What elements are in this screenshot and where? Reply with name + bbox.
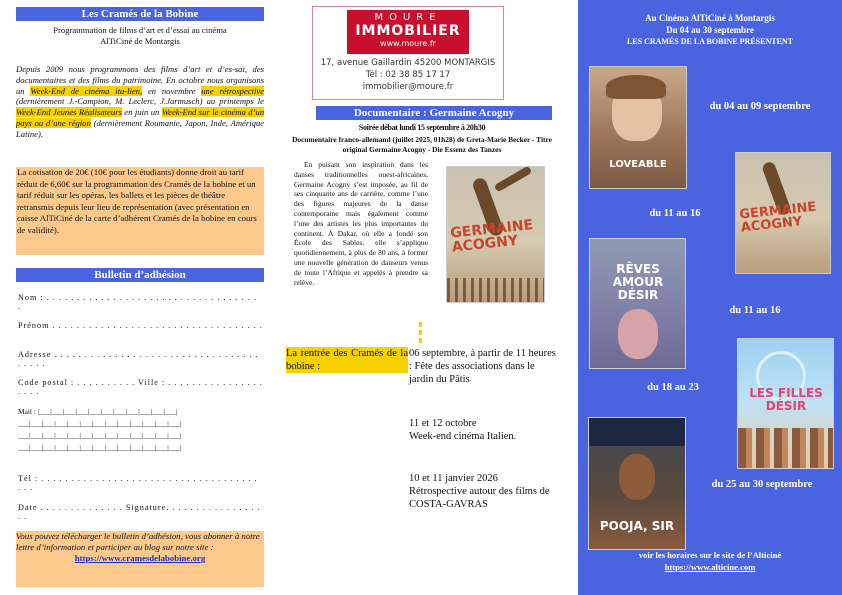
- mail-field[interactable]: [18, 406, 263, 454]
- panel-footer: [578, 549, 842, 573]
- rentree-label: La rentrée des Cramés de la bobine :: [286, 348, 408, 372]
- doc-meta: Documentaire franco-allemand (juillet 2025, 01h28) de Greta-Marie Becker - Titre original Germaine Acogny - Die Essenz des Tanzes: [292, 135, 552, 154]
- doc-body: En puisant son inspiration dans les danses traditionnelles ouest-africaines, Germaine Acogny s’est imposée, au fil de ses cinquante ans de carrière, comme l’une des figures majeures de la danse contemporaine mais également comme l’une des artistes les plus importantes du continent. À Dakar, où elle a fondé son École des Sables, elle s’applique quotidiennement, à plus de 80 ans, à former une nouvelle génération de danseurs venus de toute l’Afrique et appelés à prendre sa relève.: [294, 160, 428, 287]
- intro-highlight-2: une rétrospective: [201, 85, 264, 96]
- panel-header-line2: Du 04 au 30 septembre: [666, 24, 754, 35]
- intro-highlight-3: Week-End Jeunes Réalisateurs: [16, 107, 122, 118]
- poster-filles[interactable]: [737, 338, 834, 469]
- left-title: Les Cramés de la Bobine: [16, 7, 264, 21]
- ad-email: immobilier@moure.fr: [362, 82, 454, 92]
- ad-tel: Tél : 02 38 85 17 17: [365, 70, 451, 80]
- intro-highlight-1: Week-End de cinéma ita-lien,: [30, 85, 143, 96]
- alticine-link[interactable]: https://www.alticine.com: [664, 562, 756, 572]
- codepostal-field[interactable]: Code postal : . . . . . . . . . . Ville : . . . . . . . . . . . . . . . . . . . .: [18, 378, 263, 396]
- intro-text: (dernièrement J.-Campion, M. Leclerc, J.Jarmusch) au printemps le: [16, 96, 264, 107]
- event-3: [409, 472, 557, 511]
- ad-brand: IMMOBILIER: [355, 23, 461, 39]
- poster-pooja[interactable]: [588, 417, 686, 550]
- prenom-field[interactable]: Prénom . . . . . . . . . . . . . . . . . . . . . . . . . . . . . . . . . . .: [18, 321, 263, 330]
- event-2: [409, 417, 557, 443]
- event-3-desc: Rétrospective autour des films de COSTA-GAVRAS: [409, 486, 550, 510]
- ad-brand-top: MOURE: [374, 12, 442, 23]
- poster-filles-title: LES FILLES DÉSIR: [749, 386, 823, 413]
- slot-2-label: du 11 au 16: [649, 208, 701, 219]
- intro-paragraph: [16, 64, 264, 140]
- poster-pooja-banner: [589, 418, 685, 446]
- cotisation-box: La cotisation de 20€ (10€ pour les étudiants) donne droit au tarif réduit de 6,60€ sur la programmation des Cramés de la bobine et un tarif réduit sur les opéras, les ballets et les pièces de théâtre retransmis depuis leur lieu de représentation (avec présentation en caisse AlTiCiné de la carte d’adhérent Cramés de la bobine en cours de validité).: [16, 167, 264, 255]
- subtitle-line2: AlTiCiné de Montargis: [100, 35, 180, 46]
- left-subtitle: [16, 25, 264, 47]
- ad-address: 17, avenue Gaillardin 45200 MONTARGIS: [320, 58, 496, 68]
- poster-loveable-title: LOVEABLE: [609, 159, 667, 170]
- slot-5-label: du 25 au 30 septembre: [711, 479, 813, 490]
- event-2-date: 11 et 12 octobre: [409, 418, 477, 429]
- hair-shape: [606, 75, 666, 99]
- poster-germaine-small-title: GERMAINE ACOGNY: [738, 199, 818, 236]
- panel-header-line1: Au Cinéma AlTiCiné à Montargis: [645, 13, 775, 23]
- event-1: 06 septembre, à partir de 11 heures : Fête des associations dans le jardin du Pâtis: [409, 348, 556, 385]
- nom-field[interactable]: Nom : . . . . . . . . . . . . . . . . . . . . . . . . . . . . . . . . . . . .: [18, 293, 257, 311]
- slot-1-label: du 04 au 09 septembre: [709, 101, 811, 112]
- poster-loveable[interactable]: [589, 66, 687, 189]
- mail-line-3: ___|___|___|___|___|___|___|___|___|___|___|___|___|: [18, 431, 182, 440]
- slot-3-label: du 11 au 16: [729, 305, 781, 316]
- mail-line-1: Mail : |___|___|___|___|___|___|___|___|___|___|___|: [18, 407, 178, 416]
- event-2-desc: Week-end cinéma Italien.: [409, 431, 517, 442]
- subtitle-line1: Programmation de films d’art et d’essai au cinéma: [53, 25, 227, 35]
- panel-footer-text: voir les horaires sur le site de l’Alticiné: [638, 550, 782, 560]
- moure-ad[interactable]: [312, 6, 504, 100]
- soiree-debat: Soirée débat lundi 15 septembre à 20h30: [358, 123, 486, 132]
- bulletin-title: Bulletin d’adhésion: [16, 268, 264, 282]
- germaine-poster: [446, 166, 545, 303]
- crames-website-link[interactable]: https://www.cramesdelabobine.org: [74, 553, 206, 563]
- intro-text: (dernièrement Roumanie, Japon, Inde, Amérique Latine).: [16, 117, 265, 139]
- poster-title: GERMAINE ACOGNY: [449, 217, 534, 256]
- panel-header: [578, 13, 842, 48]
- event-3-date: 10 et 11 janvier 2026: [409, 473, 498, 484]
- adresse-field[interactable]: Adresse . . . . . . . . . . . . . . . . . . . . . . . . . . . . . . . . . . . . . . .: [18, 350, 259, 368]
- footer-box: [16, 531, 264, 587]
- slot-4-label: du 18 au 23: [647, 382, 699, 393]
- date-signature-field[interactable]: Date . . . . . . . . . . . . . . Signature. . . . . . . . . . . . . . . . . .: [18, 503, 261, 521]
- tel-field[interactable]: Tél : . . . . . . . . . . . . . . . . . . . . . . . . . . . . . . . . . . . . . . .: [18, 474, 258, 492]
- dancer-arm: [494, 166, 533, 192]
- poster-crowd: [447, 278, 544, 302]
- figures-shape: [618, 309, 658, 359]
- intro-text: en novembre: [142, 85, 202, 96]
- group-figures: [738, 428, 833, 468]
- panel-header-line3: LES CRAMÉS DE LA BOBINE PRÉSENTENT: [626, 37, 794, 46]
- poster-germaine-small[interactable]: [735, 152, 831, 274]
- mail-line-2: ___|___|___|___|___|___|___|___|___|___|___|___|___|: [18, 419, 182, 428]
- face-shape: [619, 454, 655, 500]
- poster-reves-title: RÊVES AMOUR DÉSIR: [612, 262, 664, 302]
- mail-line-4: ___|___|___|___|___|___|___|___|___|___|___|___|___|: [18, 443, 182, 452]
- doc-title: Documentaire : Germaine Acogny: [316, 106, 552, 120]
- intro-text: en juin un: [121, 107, 162, 118]
- ad-url: www.moure.fr: [380, 39, 436, 48]
- intro-text: Depuis 2009 nous programmons des films d’art et d’es-sai, des documentaires et des films du patrimoine. En octobre nous organisons un: [16, 64, 264, 96]
- divider-mark: [419, 322, 422, 344]
- poster-pooja-title: POOJA, SIR: [599, 519, 675, 533]
- intro-highlight-4: Week-End sur le cinéma d’un pays ou d’une région: [16, 107, 264, 128]
- footer-text: Vous pouvez télécharger le bulletin d’adhésion, vous abonner à notre lettre d’information et participer au blog sur notre site :: [16, 531, 260, 552]
- poster-reves[interactable]: [589, 238, 686, 369]
